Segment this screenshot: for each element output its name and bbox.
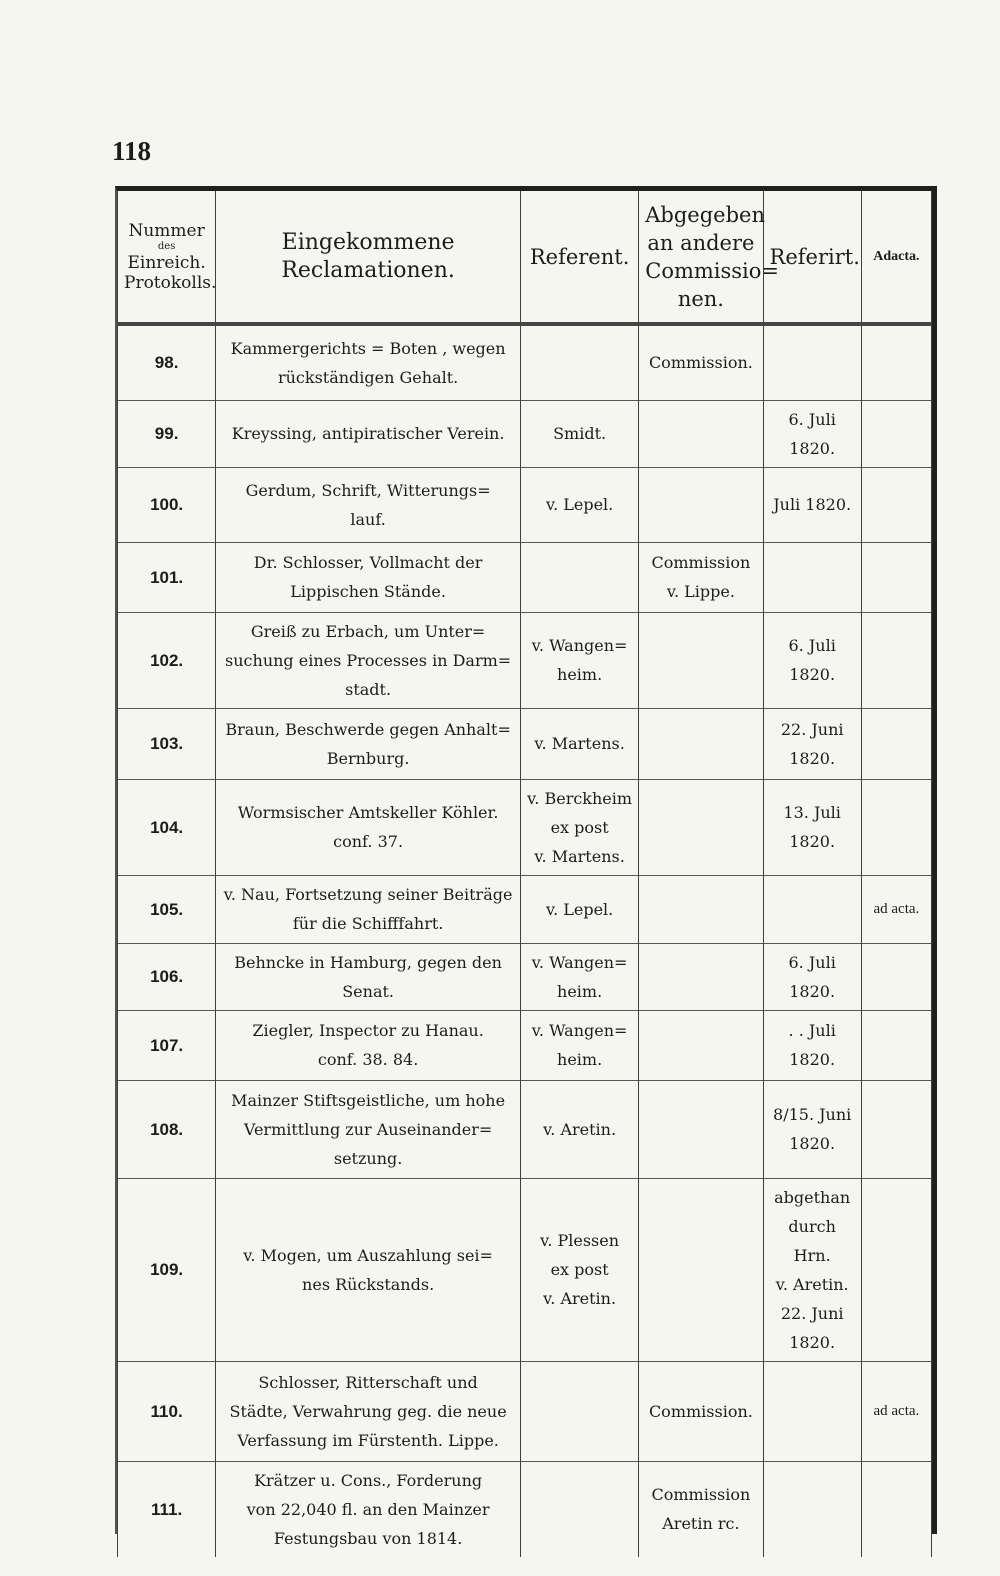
header-commissions-line: nen.: [677, 286, 724, 311]
entry-number: 99.: [118, 400, 216, 467]
claim-line: Städte, Verwahrung geg. die neue: [229, 1401, 507, 1421]
claim-line: conf. 38. 84.: [317, 1050, 419, 1069]
entry-number: 106.: [118, 943, 216, 1010]
referirt-cell: [763, 324, 861, 400]
referirt-line: v. Aretin.: [775, 1274, 849, 1294]
header-number-line: Nummer: [128, 220, 205, 241]
referent-cell: [520, 542, 638, 612]
claim-line: setzung.: [333, 1148, 403, 1168]
referirt-cell: [763, 542, 861, 612]
adacta-cell: [861, 612, 931, 708]
claim-line: von 22,040 fl. an den Mainzer: [246, 1499, 490, 1519]
referent-cell: [520, 1178, 638, 1361]
adacta-cell: [861, 779, 931, 875]
referirt-cell: [763, 1361, 861, 1461]
referirt-line: 1820.: [789, 438, 836, 458]
claim-line: suchung eines Processes in Darm=: [225, 650, 512, 670]
commission-cell: [639, 1010, 763, 1080]
adacta-cell: [861, 1461, 931, 1557]
referirt-line: durch Hrn.: [788, 1216, 836, 1265]
referent-cell: [520, 1461, 638, 1557]
claim-line: Senat.: [342, 981, 394, 1001]
header-claims-line: Eingekommene: [281, 229, 455, 255]
claim-line: Lippischen Stände.: [290, 582, 446, 601]
referirt-line: 1820.: [789, 1050, 836, 1069]
referent-line: v. Wangen=: [531, 952, 628, 972]
claim-line: v. Nau, Fortsetzung seiner Beiträge: [223, 885, 513, 904]
referent-line: v. Aretin.: [543, 1289, 617, 1308]
table-row: [118, 612, 932, 708]
claim-line: nes Rückstands.: [302, 1274, 435, 1294]
referirt-line: 1820.: [789, 1134, 836, 1153]
claim-cell: [216, 708, 521, 779]
header-number-line: Einreich.: [127, 252, 206, 273]
referent-cell: [520, 612, 638, 708]
entry-number: 101.: [118, 542, 216, 612]
referirt-cell: [763, 1080, 861, 1178]
entry-number: 108.: [118, 1080, 216, 1178]
table-row: [118, 400, 932, 467]
commission-cell: [639, 467, 763, 542]
referirt-line: 1820.: [789, 665, 836, 684]
header-commissions-line: an andere: [647, 230, 755, 255]
claim-line: Verfassung im Fürstenth. Lippe.: [237, 1430, 499, 1450]
adacta-cell: [861, 1080, 931, 1178]
referirt-cell: [763, 1178, 861, 1361]
entry-number: 111.: [118, 1461, 216, 1557]
referent-line: v. Lepel.: [545, 495, 614, 514]
commission-cell: [639, 1361, 763, 1461]
referent-cell: [520, 467, 638, 542]
table-row: [118, 1080, 932, 1178]
referent-cell: [520, 324, 638, 400]
entry-number: 102.: [118, 612, 216, 708]
header-commissions-line: Commissio=: [645, 258, 780, 283]
referirt-line: 6. Juli: [788, 952, 836, 972]
referirt-cell: [763, 1461, 861, 1557]
commission-cell: [639, 708, 763, 779]
commission-cell: [639, 1178, 763, 1361]
commission-cell: [639, 1080, 763, 1178]
commission-cell: [639, 875, 763, 943]
entry-number: 109.: [118, 1178, 216, 1361]
referirt-line: 13. Juli: [783, 803, 841, 822]
referirt-line: abgethan: [774, 1187, 851, 1207]
referirt-cell: [763, 943, 861, 1010]
entry-number: 98.: [118, 324, 216, 400]
claim-line: für die Schifffahrt.: [292, 914, 444, 933]
referent-line: Smidt.: [553, 424, 607, 443]
referent-line: heim.: [557, 1050, 603, 1069]
claim-line: Mainzer Stiftsgeistliche, um hohe: [231, 1090, 506, 1110]
referirt-line: 22. Juni: [780, 1303, 844, 1323]
header-commissions-line: Abgegeben: [645, 202, 765, 227]
table-row: [118, 324, 932, 400]
table-row: [118, 943, 932, 1010]
referent-line: v. Aretin.: [543, 1119, 617, 1139]
claim-line: Bernburg.: [326, 748, 410, 768]
claim-cell: [216, 1010, 521, 1080]
claim-line: Schlosser, Ritterschaft und: [258, 1372, 478, 1392]
table-row: [118, 542, 932, 612]
referent-line: v. Lepel.: [545, 899, 614, 919]
commission-line: Commission: [651, 1485, 751, 1504]
claim-line: Greiß zu Erbach, um Unter=: [250, 621, 486, 641]
claim-line: v. Mogen, um Auszahlung sei=: [243, 1245, 493, 1265]
referent-cell: [520, 1080, 638, 1178]
referirt-line: 22. Juni: [780, 719, 844, 739]
claim-line: Wormsischer Amtskeller Köhler.: [237, 803, 499, 822]
commission-cell: [639, 324, 763, 400]
claim-line: Dr. Schlosser, Vollmacht der: [253, 553, 483, 572]
claim-line: lauf.: [350, 509, 386, 529]
referirt-line: . . Juli: [788, 1021, 836, 1040]
table-row: [118, 1461, 932, 1557]
header-adacta: Adacta.: [861, 191, 931, 324]
entry-number: 100.: [118, 467, 216, 542]
referent-line: heim.: [557, 981, 603, 1001]
claim-cell: [216, 542, 521, 612]
referent-cell: [520, 875, 638, 943]
header-number-line: des: [157, 240, 176, 252]
header-claims-line: Reclamationen.: [281, 257, 455, 283]
table-row: [118, 467, 932, 542]
header-claims: [216, 191, 521, 324]
referent-cell: [520, 779, 638, 875]
entry-number: 104.: [118, 779, 216, 875]
adacta-cell: [861, 324, 931, 400]
claim-line: Behncke in Hamburg, gegen den: [234, 952, 502, 972]
entry-number: 105.: [118, 875, 216, 943]
adacta-cell: [861, 467, 931, 542]
claim-cell: [216, 324, 521, 400]
claim-line: Festungsbau von 1814.: [273, 1528, 463, 1548]
adacta-cell: [861, 1178, 931, 1361]
commission-cell: [639, 612, 763, 708]
commission-line: Commission.: [648, 1401, 753, 1421]
referirt-cell: [763, 467, 861, 542]
referirt-line: Juli 1820.: [773, 495, 852, 514]
claim-cell: [216, 779, 521, 875]
referirt-line: 6. Juli: [788, 409, 836, 429]
referirt-line: 8/15. Juni: [773, 1105, 852, 1124]
referirt-cell: [763, 1010, 861, 1080]
claim-line: Kreyssing, antipiratischer Verein.: [231, 424, 505, 443]
referirt-cell: [763, 708, 861, 779]
adacta-cell: ad acta.: [861, 875, 931, 943]
commission-line: Commission.: [648, 353, 753, 373]
referent-line: v. Berckheim: [527, 788, 633, 808]
claim-cell: [216, 875, 521, 943]
claim-cell: [216, 1178, 521, 1361]
adacta-cell: [861, 708, 931, 779]
claim-cell: [216, 943, 521, 1010]
commission-cell: [639, 943, 763, 1010]
referent-line: ex post: [550, 1260, 609, 1279]
claim-line: Kammergerichts = Boten , wegen: [230, 338, 506, 358]
entry-number: 107.: [118, 1010, 216, 1080]
referirt-line: 1820.: [789, 1332, 836, 1352]
referirt-cell: [763, 875, 861, 943]
claim-line: Braun, Beschwerde gegen Anhalt=: [225, 719, 511, 739]
entry-number: 103.: [118, 708, 216, 779]
commission-cell: [639, 542, 763, 612]
referent-line: v. Plessen: [540, 1231, 620, 1250]
reclamations-table: [115, 186, 937, 1548]
claim-line: Krätzer u. Cons., Forderung: [254, 1470, 483, 1490]
claim-cell: [216, 1461, 521, 1557]
claim-cell: [216, 467, 521, 542]
adacta-cell: [861, 400, 931, 467]
header-referent: Referent.: [520, 191, 638, 324]
entry-number: 110.: [118, 1361, 216, 1461]
commission-cell: [639, 1461, 763, 1557]
referent-cell: [520, 708, 638, 779]
claim-line: stadt.: [345, 679, 392, 699]
table-row: [118, 779, 932, 875]
referent-line: ex post: [550, 817, 609, 837]
commission-line: Commission: [651, 553, 751, 572]
claim-line: Gerdum, Schrift, Witterungs=: [245, 480, 491, 500]
commission-cell: [639, 400, 763, 467]
referirt-line: 6. Juli: [788, 636, 836, 655]
header-referirt: Referirt.: [763, 191, 861, 324]
table-body: [118, 324, 932, 1557]
referent-line: v. Wangen=: [531, 636, 628, 655]
claim-cell: [216, 400, 521, 467]
header-number: [118, 191, 216, 324]
referirt-cell: [763, 612, 861, 708]
referent-line: v. Martens.: [534, 734, 625, 753]
adacta-cell: [861, 1010, 931, 1080]
referent-line: v. Wangen=: [531, 1021, 628, 1040]
header-number-line: Protokolls.: [124, 272, 217, 293]
adacta-cell: [861, 542, 931, 612]
referent-cell: [520, 400, 638, 467]
referent-cell: [520, 1010, 638, 1080]
claim-cell: [216, 1361, 521, 1461]
referent-cell: [520, 1361, 638, 1461]
claim-cell: [216, 612, 521, 708]
referirt-line: 1820.: [789, 748, 836, 768]
table-row: [118, 708, 932, 779]
page-number: 118: [112, 136, 152, 166]
table-row: [118, 1361, 932, 1461]
commission-cell: [639, 779, 763, 875]
claim-line: rückständigen Gehalt.: [277, 367, 459, 387]
commission-line: Aretin rc.: [662, 1514, 740, 1533]
referent-line: heim.: [557, 665, 603, 684]
adacta-cell: ad acta.: [861, 1361, 931, 1461]
claim-cell: [216, 1080, 521, 1178]
header-commissions: [639, 191, 780, 324]
referirt-line: 1820.: [789, 981, 836, 1001]
commission-line: v. Lippe.: [666, 582, 735, 601]
referirt-cell: [763, 779, 861, 875]
referent-line: v. Martens.: [534, 846, 625, 866]
table-header-row: [118, 191, 932, 324]
claim-line: Vermittlung zur Auseinander=: [243, 1119, 493, 1139]
claim-line: conf. 37.: [333, 832, 404, 851]
referirt-cell: [763, 400, 861, 467]
referent-cell: [520, 943, 638, 1010]
table-row: [118, 875, 932, 943]
table-row: [118, 1010, 932, 1080]
referirt-line: 1820.: [789, 832, 836, 851]
adacta-cell: [861, 943, 931, 1010]
table-row: [118, 1178, 932, 1361]
claim-line: Ziegler, Inspector zu Hanau.: [252, 1021, 484, 1040]
